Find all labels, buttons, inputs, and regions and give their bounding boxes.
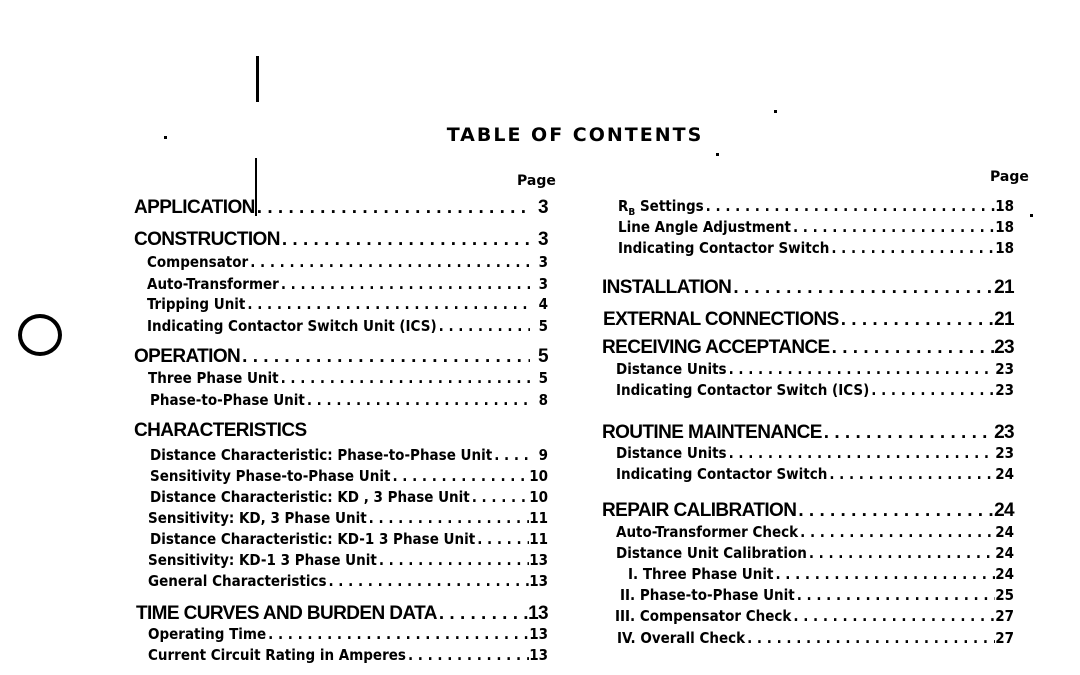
toc-entry xyxy=(602,500,1014,522)
toc-entry xyxy=(616,360,1014,378)
dot-leader xyxy=(796,500,994,522)
toc-entry xyxy=(615,607,1014,625)
toc-entry xyxy=(134,197,548,219)
toc-entry xyxy=(147,295,548,313)
toc-entry-page: 18 xyxy=(995,197,1014,215)
dot-leader xyxy=(390,467,529,485)
dot-leader xyxy=(245,295,530,313)
toc-entry xyxy=(618,239,1014,257)
dot-leader xyxy=(822,422,994,444)
dot-leader xyxy=(827,465,995,483)
toc-entry xyxy=(148,625,548,643)
dot-leader xyxy=(377,551,529,569)
toc-entry-title: Indicating Contactor Switch xyxy=(618,239,830,257)
toc-entry-title: CHARACTERISTICS xyxy=(134,420,307,441)
dot-leader xyxy=(255,197,530,219)
toc-entry-page: 25 xyxy=(995,586,1014,604)
toc-entry-title: Sensitivity: KD-1 3 Phase Unit xyxy=(148,551,377,569)
toc-entry-page: 8 xyxy=(538,391,548,409)
toc-entry xyxy=(148,572,548,590)
toc-entry-title: Distance Units xyxy=(616,444,727,462)
dot-leader xyxy=(839,309,994,331)
dot-leader xyxy=(280,229,530,251)
toc-entry-title: Distance Characteristic: KD-1 3 Phase Unit xyxy=(150,530,476,548)
toc-entry-page: 13 xyxy=(529,646,548,664)
toc-entry xyxy=(147,275,548,293)
dot-leader xyxy=(326,572,529,590)
toc-entry-page: 27 xyxy=(995,607,1014,625)
dot-leader xyxy=(279,369,530,387)
toc-entry xyxy=(628,565,1014,583)
toc-entry xyxy=(150,530,548,548)
toc-entry-page: 4 xyxy=(538,295,548,313)
toc-entry-page: 3 xyxy=(538,197,548,218)
dot-leader xyxy=(791,607,995,625)
toc-entry-page: 24 xyxy=(994,500,1014,521)
toc-entry-page: 24 xyxy=(995,465,1014,483)
toc-entry-page: 9 xyxy=(538,446,548,464)
toc-entry-title-rest: Settings xyxy=(635,197,704,215)
toc-left-column xyxy=(134,0,548,675)
toc-entry-title: Sensitivity: KD, 3 Phase Unit xyxy=(148,509,367,527)
toc-entry xyxy=(150,391,548,409)
toc-entry-title: Auto-Transformer Check xyxy=(616,523,799,541)
toc-entry-page: 23 xyxy=(995,381,1014,399)
toc-entry-page: 10 xyxy=(529,467,548,485)
scan-line-mark xyxy=(255,158,257,216)
scan-line-mark xyxy=(256,56,259,102)
dot-leader xyxy=(807,544,995,562)
dot-leader xyxy=(492,446,530,464)
dot-leader xyxy=(731,277,994,299)
toc-heading: TABLE OF CONTENTS xyxy=(446,124,704,146)
toc-entry-title: II. Phase-to-Phase Unit xyxy=(620,586,795,604)
toc-entry-title: Indicating Contactor Switch Unit (ICS) xyxy=(147,317,437,335)
toc-entry-title: Tripping Unit xyxy=(147,295,246,313)
toc-entry-subscript: B xyxy=(628,207,636,218)
toc-entry-title: Current Circuit Rating in Amperes xyxy=(148,646,406,664)
toc-entry-title: Compensator xyxy=(147,253,249,271)
toc-entry xyxy=(148,551,548,569)
dot-leader xyxy=(406,646,529,664)
toc-entry xyxy=(148,369,548,387)
toc-entry xyxy=(616,523,1014,541)
dot-leader xyxy=(437,317,530,335)
toc-entry xyxy=(602,337,1014,359)
toc-entry-title: INSTALLATION xyxy=(602,277,732,298)
dot-leader xyxy=(240,346,530,368)
toc-entry-title: Line Angle Adjustment xyxy=(618,218,791,236)
toc-entry-title: Sensitivity Phase-to-Phase Unit xyxy=(150,467,391,485)
dot-leader xyxy=(745,629,995,647)
toc-entry-page: 13 xyxy=(529,551,548,569)
dot-leader xyxy=(791,218,995,236)
dot-leader xyxy=(367,509,530,527)
toc-entry-page: 5 xyxy=(538,317,548,335)
dot-leader xyxy=(704,197,996,215)
toc-entry-title: $R_B$ Settings xyxy=(618,197,704,218)
toc-entry-page: 18 xyxy=(995,239,1014,257)
toc-entry-title: Indicating Contactor Switch (ICS) xyxy=(616,381,870,399)
dot-leader xyxy=(727,444,996,462)
toc-entry-page: 21 xyxy=(994,309,1014,330)
toc-entry xyxy=(134,229,548,251)
toc-right-column xyxy=(602,0,1014,675)
dot-leader xyxy=(869,381,995,399)
toc-entry-title: ROUTINE MAINTENANCE xyxy=(602,422,822,443)
toc-entry-title: Distance Units xyxy=(616,360,727,378)
binding-ring-mark xyxy=(18,314,62,356)
toc-entry-title: Indicating Contactor Switch xyxy=(616,465,828,483)
toc-entry xyxy=(150,446,548,464)
toc-entry-page: 23 xyxy=(994,337,1014,358)
dot-leader xyxy=(830,337,994,359)
toc-entry-title: Distance Unit Calibration xyxy=(616,544,807,562)
toc-entry-page: 23 xyxy=(994,422,1014,443)
dot-leader xyxy=(279,275,530,293)
toc-entry xyxy=(147,253,548,271)
toc-entry xyxy=(603,309,1014,331)
dot-leader xyxy=(437,603,528,625)
toc-entry-page: 5 xyxy=(538,369,548,387)
toc-entry-page: 24 xyxy=(995,565,1014,583)
page-column-label-right: Page xyxy=(990,169,1029,185)
scan-dot-mark xyxy=(164,136,167,139)
toc-entry xyxy=(617,629,1014,647)
toc-entry xyxy=(616,465,1014,483)
toc-entry-page: 11 xyxy=(529,530,548,548)
scan-dot-mark xyxy=(1030,214,1033,217)
toc-entry-page: 18 xyxy=(995,218,1014,236)
dot-leader xyxy=(795,586,996,604)
toc-entry-page: 3 xyxy=(538,253,548,271)
toc-entry xyxy=(136,603,548,625)
dot-leader xyxy=(798,523,995,541)
toc-entry-page: 3 xyxy=(538,275,548,293)
toc-entry-page: 24 xyxy=(995,544,1014,562)
dot-leader xyxy=(475,530,529,548)
toc-entry-page: 21 xyxy=(994,277,1014,298)
toc-entry-title: Auto-Transformer xyxy=(147,275,279,293)
toc-entry xyxy=(134,346,548,368)
toc-entry-title: OPERATION xyxy=(134,346,241,367)
toc-entry-page: 24 xyxy=(995,523,1014,541)
toc-entry xyxy=(147,317,548,335)
toc-entry-page: 5 xyxy=(538,346,548,367)
toc-entry-page: 11 xyxy=(529,509,548,527)
toc-entry-title: RECEIVING ACCEPTANCE xyxy=(602,337,830,358)
toc-entry-title: Operating Time xyxy=(148,625,267,643)
toc-entry-title: Distance Characteristic: KD , 3 Phase Unit xyxy=(150,488,470,506)
toc-entry-title: Phase-to-Phase Unit xyxy=(150,391,305,409)
toc-entry xyxy=(602,277,1014,299)
toc-entry-page: 23 xyxy=(995,360,1014,378)
scan-dot-mark xyxy=(774,110,777,113)
toc-entry xyxy=(602,422,1014,444)
toc-entry-page: 13 xyxy=(529,572,548,590)
toc-entry-page: 3 xyxy=(538,229,548,250)
toc-entry xyxy=(134,420,548,442)
toc-entry xyxy=(148,646,548,664)
toc-entry xyxy=(150,467,548,485)
toc-entry-page: 27 xyxy=(995,629,1014,647)
toc-entry xyxy=(616,381,1014,399)
toc-entry-page: 23 xyxy=(995,444,1014,462)
toc-entry-title: CONSTRUCTION xyxy=(134,229,280,250)
toc-entry-title: TIME CURVES AND BURDEN DATA xyxy=(136,603,437,624)
toc-entry xyxy=(618,218,1014,236)
toc-entry xyxy=(620,586,1014,604)
toc-entry-page: 13 xyxy=(528,603,548,624)
toc-entry-title: Distance Characteristic: Phase-to-Phase Unit xyxy=(150,446,493,464)
toc-entry-title: APPLICATION xyxy=(134,197,255,218)
dot-leader xyxy=(773,565,995,583)
dot-leader xyxy=(727,360,996,378)
toc-entry-title: IV. Overall Check xyxy=(617,629,746,647)
page-column-label-left: Page xyxy=(517,173,556,189)
toc-entry xyxy=(150,488,548,506)
toc-entry-title: I. Three Phase Unit xyxy=(628,565,774,583)
toc-entry-title: REPAIR CALIBRATION xyxy=(602,500,797,521)
dot-leader xyxy=(305,391,530,409)
toc-entry-title: III. Compensator Check xyxy=(615,607,792,625)
dot-leader xyxy=(266,625,529,643)
toc-entry-page: 10 xyxy=(529,488,548,506)
dot-leader xyxy=(470,488,529,506)
toc-entry xyxy=(616,444,1014,462)
dot-leader xyxy=(829,239,995,257)
toc-entry xyxy=(618,197,1014,218)
toc-entry xyxy=(148,509,548,527)
scan-dot-mark xyxy=(716,153,719,156)
toc-entry xyxy=(616,544,1014,562)
toc-entry-title: General Characteristics xyxy=(148,572,327,590)
toc-entry-title: Three Phase Unit xyxy=(148,369,279,387)
dot-leader xyxy=(248,253,530,271)
toc-entry-title: EXTERNAL CONNECTIONS xyxy=(603,309,839,330)
toc-entry-page: 13 xyxy=(529,625,548,643)
